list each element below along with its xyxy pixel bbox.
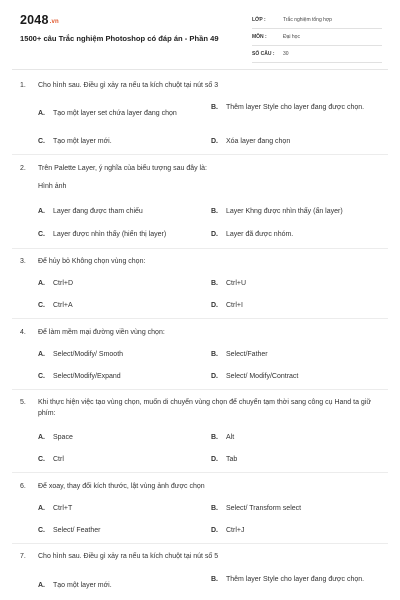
option-text: Layer đang được tham chiếu — [53, 208, 143, 215]
option-a[interactable] — [38, 581, 198, 591]
option-text: Thêm layer Style cho layer đang được chọn. — [226, 576, 365, 583]
option-letter: D. — [211, 527, 218, 534]
option-letter: B. — [211, 576, 218, 583]
option-text: Thêm layer Style cho layer đang được chọn. — [226, 104, 365, 111]
question-stem — [20, 397, 380, 419]
option-letter: D. — [211, 231, 218, 238]
option-a[interactable] — [38, 433, 198, 443]
question-text: Để hủy bỏ Không chọn vùng chọn: — [38, 258, 146, 265]
option-letter: A. — [38, 505, 45, 512]
question-divider — [12, 543, 388, 544]
option-text: Alt — [226, 434, 235, 441]
option-text: Select/Modify/ Smooth — [53, 351, 124, 358]
option-b[interactable] — [211, 279, 376, 289]
option-a[interactable] — [38, 279, 198, 289]
question-divider — [12, 389, 388, 390]
option-a[interactable] — [38, 207, 198, 217]
question-divider — [12, 472, 388, 473]
option-letter: C. — [38, 231, 45, 238]
meta-info — [252, 12, 382, 63]
question-stem — [20, 80, 380, 91]
question-number: 7. — [20, 553, 26, 560]
question-number: 1. — [20, 82, 26, 89]
page-title: 1500+ câu Trắc nghiệm Photoshop có đáp án - Phần 49 — [20, 34, 219, 43]
option-text: Ctrl+T — [53, 505, 73, 512]
question-divider — [12, 154, 388, 155]
option-letter: B. — [211, 351, 218, 358]
option-text: Space — [53, 434, 73, 441]
option-letter: A. — [38, 351, 45, 358]
meta-row-count — [252, 46, 382, 63]
meta-value: Trắc nghiệm tổng hợp — [283, 17, 332, 23]
question-image-placeholder: Hình ảnh — [38, 183, 67, 190]
option-c[interactable] — [38, 455, 198, 465]
option-text: Select/ Feather — [53, 527, 101, 534]
question-stem — [20, 481, 380, 492]
option-letter: B. — [211, 104, 218, 111]
option-letter: D. — [211, 138, 218, 145]
option-text: Select/ Transform select — [226, 505, 302, 512]
option-text: Ctrl+D — [53, 280, 74, 287]
meta-value: Đại học — [283, 34, 300, 40]
option-letter: C. — [38, 527, 45, 534]
option-letter: B. — [211, 505, 218, 512]
question-divider — [12, 248, 388, 249]
meta-value: 30 — [283, 51, 289, 57]
option-b[interactable] — [211, 350, 376, 360]
page-header — [0, 0, 400, 66]
question-stem — [20, 551, 380, 562]
option-letter: A. — [38, 110, 45, 117]
question-number: 4. — [20, 329, 26, 336]
option-d[interactable] — [211, 526, 376, 536]
question-number: 6. — [20, 483, 26, 490]
option-letter: B. — [211, 434, 218, 441]
question-text: Cho hình sau. Điều gì xảy ra nếu ta kích chuột tại nút số 5 — [38, 553, 219, 560]
option-b[interactable] — [211, 103, 376, 113]
option-text: Ctrl+U — [226, 280, 247, 287]
option-text: Select/ Modify/Contract — [226, 373, 299, 380]
logo-suffix: .vn — [49, 19, 59, 25]
site-logo[interactable] — [20, 13, 59, 27]
question-number: 2. — [20, 165, 26, 172]
logo-text: 2048 — [20, 13, 49, 27]
meta-label: MÔN : — [252, 34, 267, 40]
option-text: Ctrl+J — [226, 527, 245, 534]
question-text: Cho hình sau. Điều gì xảy ra nếu ta kích chuột tại nút số 3 — [38, 82, 219, 89]
question-text: Trên Palette Layer, ý nghĩa của biểu tượng sau đây là: — [38, 165, 207, 172]
option-text: Tạo một layer mới. — [53, 582, 112, 589]
option-d[interactable] — [211, 301, 376, 311]
option-text: Ctrl+A — [53, 302, 73, 309]
question-number: 5. — [20, 399, 26, 406]
option-text: Select/Modify/Expand — [53, 373, 121, 380]
option-letter: B. — [211, 280, 218, 287]
question-number: 3. — [20, 258, 26, 265]
option-letter: A. — [38, 280, 45, 287]
question-stem — [20, 327, 380, 338]
question-divider — [12, 318, 388, 319]
option-letter: C. — [38, 138, 45, 145]
option-letter: D. — [211, 456, 218, 463]
question-text: Để làm mềm mại đường viền vùng chọn: — [38, 329, 165, 336]
option-c[interactable] — [38, 301, 198, 311]
option-letter: C. — [38, 373, 45, 380]
question-stem — [20, 163, 380, 174]
option-c[interactable] — [38, 372, 198, 382]
option-b[interactable] — [211, 207, 376, 217]
option-d[interactable] — [211, 455, 376, 465]
option-text: Layer Khng được nhìn thấy (ẩn layer) — [226, 208, 343, 215]
option-text: Xóa layer đang chọn — [226, 138, 291, 145]
option-b[interactable] — [211, 433, 376, 443]
option-text: Layer đã được nhóm. — [226, 231, 294, 238]
option-b[interactable] — [211, 504, 376, 514]
option-letter: D. — [211, 302, 218, 309]
option-letter: A. — [38, 434, 45, 441]
option-c[interactable] — [38, 526, 198, 536]
question-stem — [20, 256, 380, 267]
meta-row-subject — [252, 29, 382, 46]
option-letter: A. — [38, 208, 45, 215]
option-d[interactable] — [211, 137, 376, 147]
question-text: Để xoay, thay đổi kích thước, lật vùng ảnh được chọn — [38, 483, 205, 490]
question-text: Khi thực hiện việc tạo vùng chọn, muốn di chuyển vùng chọn để chuyển tạm thời sang công cụ Hand ta giữ phím: — [38, 399, 372, 417]
option-d[interactable] — [211, 230, 376, 240]
option-letter: C. — [38, 456, 45, 463]
meta-row-class — [252, 12, 382, 29]
option-text: Tạo một layer mới. — [53, 138, 112, 145]
option-text: Layer được nhìn thấy (hiển thị layer) — [53, 231, 167, 238]
option-b[interactable] — [211, 575, 376, 585]
option-d[interactable] — [211, 372, 376, 382]
option-letter: D. — [211, 373, 218, 380]
option-c[interactable] — [38, 230, 198, 240]
option-text: Tab — [226, 456, 238, 463]
option-c[interactable] — [38, 137, 198, 147]
option-letter: A. — [38, 582, 45, 589]
option-a[interactable] — [38, 350, 198, 360]
option-letter: B. — [211, 208, 218, 215]
option-text: Ctrl+I — [226, 302, 243, 309]
option-text: Select/Father — [226, 351, 268, 358]
option-a[interactable] — [38, 109, 198, 119]
meta-label: SỐ CÂU : — [252, 51, 275, 57]
option-letter: C. — [38, 302, 45, 309]
meta-label: LỚP : — [252, 17, 266, 23]
option-a[interactable] — [38, 504, 198, 514]
header-divider — [12, 69, 388, 70]
option-text: Ctrl — [53, 456, 64, 463]
option-text: Tạo một layer set chứa layer đang chọn — [53, 110, 177, 117]
